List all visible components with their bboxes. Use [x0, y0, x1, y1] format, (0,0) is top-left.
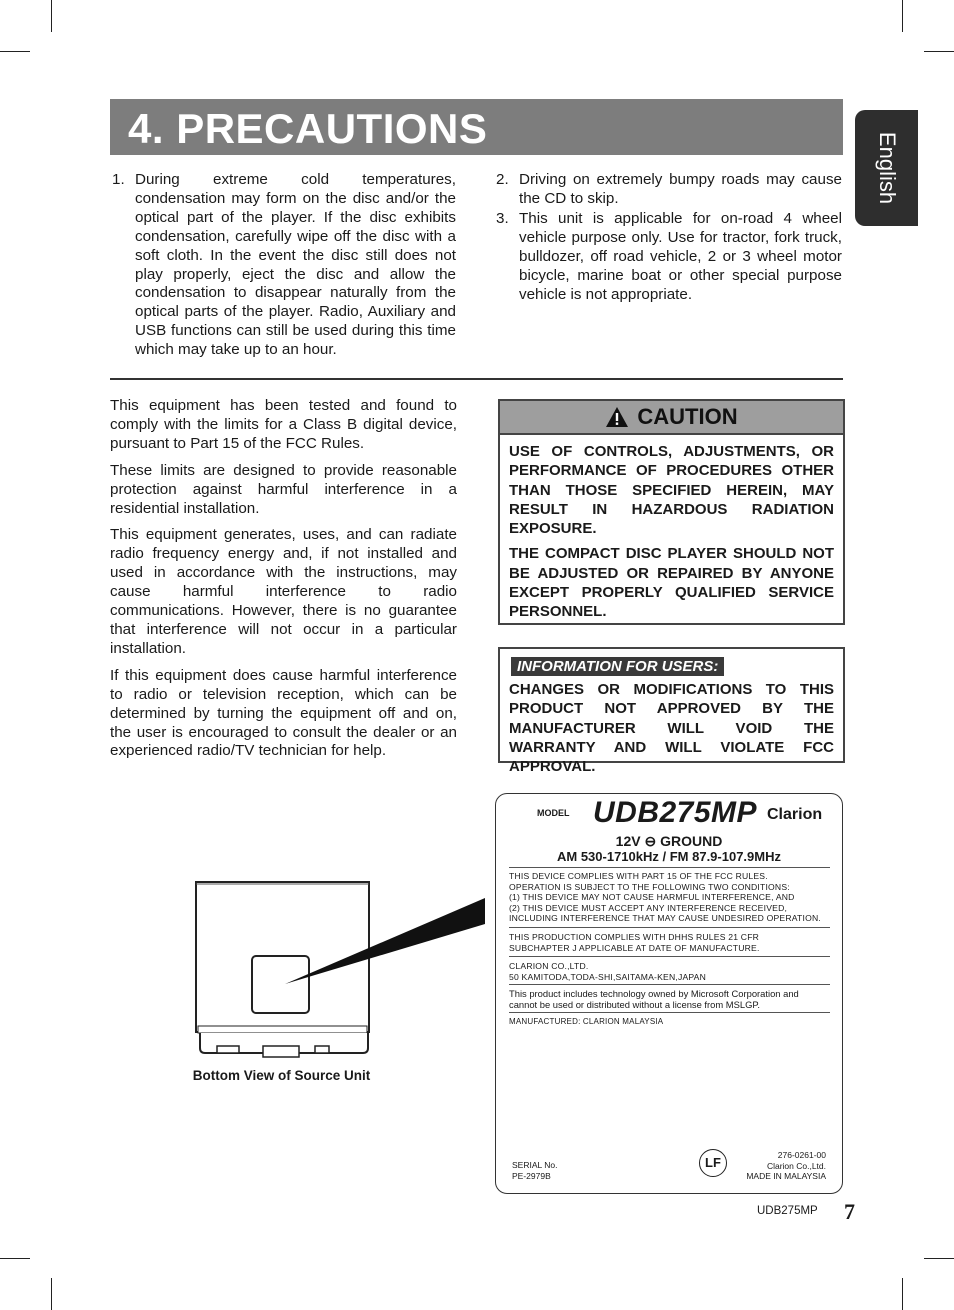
label-line: Clarion Co.,Ltd.	[766, 1160, 826, 1171]
label-rule	[509, 927, 830, 928]
fcc-paragraph: These limits are designed to provide reasonable protection against harmful interference in a residential installation.	[110, 461, 457, 517]
label-line: MADE IN MALAYSIA	[746, 1171, 826, 1181]
language-tab-label: English	[874, 131, 900, 205]
caution-box	[498, 399, 845, 625]
label-line: INCLUDING INTERFERENCE THAT MAY CAUSE UNDESIRED OPERATION.	[509, 913, 821, 924]
crop-mark	[0, 1258, 30, 1259]
fcc-statement	[110, 397, 457, 769]
footer-model: UDB275MP	[757, 1205, 818, 1217]
label-line: SUBCHAPTER J APPLICABLE AT DATE OF MANUFACTURE.	[509, 942, 760, 953]
label-line: cannot be used or distributed without a license from MSLGP.	[509, 998, 761, 1010]
section-title-bar	[110, 99, 843, 155]
label-line: This product includes technology owned by Microsoft Corporation and	[509, 988, 799, 999]
label-rule	[509, 1012, 830, 1013]
crop-mark	[902, 0, 903, 32]
label-line: SERIAL No.	[512, 1160, 558, 1170]
crop-mark	[924, 51, 954, 52]
caution-paragraph: USE OF CONTROLS, ADJUSTMENTS, OR PERFORMANCE OF PROCEDURES OTHER THAN THOSE SPECIFIED HEREIN, MAY RESULT IN HAZARDOUS RADIATION EXPOSURE.	[509, 443, 834, 538]
caution-body	[500, 435, 843, 622]
fcc-paragraph: If this equipment does cause harmful interference to radio or television reception, which can be determined by turning the equipment off and on, the user is encouraged to consult the dealer or an experienced radio/TV technician for help.	[110, 666, 457, 760]
precaution-item	[496, 171, 842, 209]
label-line: (1) THIS DEVICE MAY NOT CAUSE HARMFUL INTERFERENCE, AND	[509, 892, 795, 903]
label-fcc-text	[509, 871, 834, 924]
label-line: OPERATION IS SUBJECT TO THE FOLLOWING TWO CONDITIONS:	[509, 881, 790, 892]
caution-heading: CAUTION	[637, 404, 738, 429]
caution-header	[500, 401, 843, 435]
label-manufactured: MANUFACTURED: CLARION MALAYSIA	[509, 1017, 664, 1026]
label-serial	[512, 1160, 558, 1181]
crop-mark	[51, 0, 52, 32]
precautions-list-left	[112, 171, 456, 362]
label-rule	[509, 956, 830, 957]
label-dhhs-text	[509, 932, 834, 953]
label-line: 276-0261-00	[777, 1150, 826, 1160]
precaution-text: Driving on extremely bumpy roads may cause the CD to skip.	[519, 171, 842, 207]
crop-mark	[51, 1278, 52, 1310]
label-line: THIS PRODUCTION COMPLIES WITH DHHS RULES 21 CFR	[509, 932, 760, 942]
label-line: PE-2979B	[512, 1170, 551, 1181]
label-line: 50 KAMITODA,TODA-SHI,SAITAMA-KEN,JAPAN	[509, 971, 707, 982]
label-brand-logo: Clarion	[767, 806, 823, 823]
label-model-name: UDB275MP	[593, 796, 758, 829]
label-line: THIS DEVICE COMPLIES WITH PART 15 OF THE FCC RULES.	[509, 871, 768, 881]
section-title: 4. PRECAUTIONS	[128, 105, 488, 152]
precaution-text: This unit is applicable for on-road 4 wheel vehicle purpose only. Use for tractor, fork truck, bulldozer, off road vehicle, 2 or 3 wheel motor bicycle, marine boat or other special purpose vehicle is not appropriate.	[519, 210, 842, 303]
info-tag: INFORMATION FOR USERS:	[511, 657, 724, 676]
crop-mark	[0, 51, 30, 52]
precaution-number: 1.	[112, 171, 125, 188]
language-tab	[855, 110, 918, 226]
label-microsoft-text	[509, 989, 834, 1010]
fcc-paragraph: This equipment generates, uses, and can radiate radio frequency energy and, if not installed and used in accordance with the instructions, may cause harmful interference to radio communications. However, there is no guarantee that interference will not occur in a particular installation.	[110, 526, 457, 657]
crop-mark	[924, 1258, 954, 1259]
precautions-list-right	[496, 171, 842, 306]
crop-mark	[902, 1278, 903, 1310]
illustration-caption: Bottom View of Source Unit	[192, 1068, 371, 1083]
section-divider	[110, 378, 843, 380]
label-corp	[744, 1150, 826, 1182]
fcc-paragraph: This equipment has been tested and found to comply with the limits for a Class B digital device, pursuant to Part 15 of the FCC Rules.	[110, 397, 457, 452]
label-model-tag: MODEL	[537, 808, 570, 818]
label-frequency: AM 530-1710kHz / FM 87.9-107.9MHz	[557, 849, 781, 864]
precaution-text: During extreme cold temperatures, condensation may form on the disc and/or the optical part of the player. If the disc exhibits condensation, carefully wipe off the disc with a soft cloth. In the event the disc still does not play properly, eject the disc and allow the condensation to disappear naturally from the optical parts of the player. Radio, Auxiliary and USB functions can still be used during this time which may take up to an hour.	[135, 171, 456, 359]
precaution-item	[496, 210, 842, 305]
label-rule	[509, 984, 830, 985]
label-line: CLARION CO.,LTD.	[509, 961, 589, 971]
precaution-item	[112, 171, 456, 360]
info-for-users-box	[498, 647, 845, 776]
label-rule	[509, 867, 830, 868]
label-power: 12V ⊖ GROUND	[615, 833, 723, 849]
label-line: (2) THIS DEVICE MUST ACCEPT ANY INTERFERENCE RECEIVED,	[509, 902, 788, 913]
warning-triangle-icon	[605, 406, 629, 428]
precaution-number: 2.	[496, 171, 509, 188]
product-rating-label	[495, 793, 843, 1194]
info-text: CHANGES OR MODIFICATIONS TO THIS PRODUCT NOT APPROVED BY THE MANUFACTURER WILL VOID THE WARRANTY AND WILL VIOLATE FCC APPROVAL.	[509, 681, 834, 776]
lf-mark-icon: LF	[699, 1149, 727, 1177]
label-company-text	[509, 961, 834, 982]
caution-paragraph: THE COMPACT DISC PLAYER SHOULD NOT BE ADJUSTED OR REPAIRED BY ANYONE EXCEPT PROPERLY QUALIFIED SERVICE PERSONNEL.	[509, 545, 834, 621]
source-unit-bottom-view-illustration	[185, 870, 485, 1065]
precaution-number: 3.	[496, 210, 509, 228]
page-number: 7	[844, 1199, 855, 1224]
